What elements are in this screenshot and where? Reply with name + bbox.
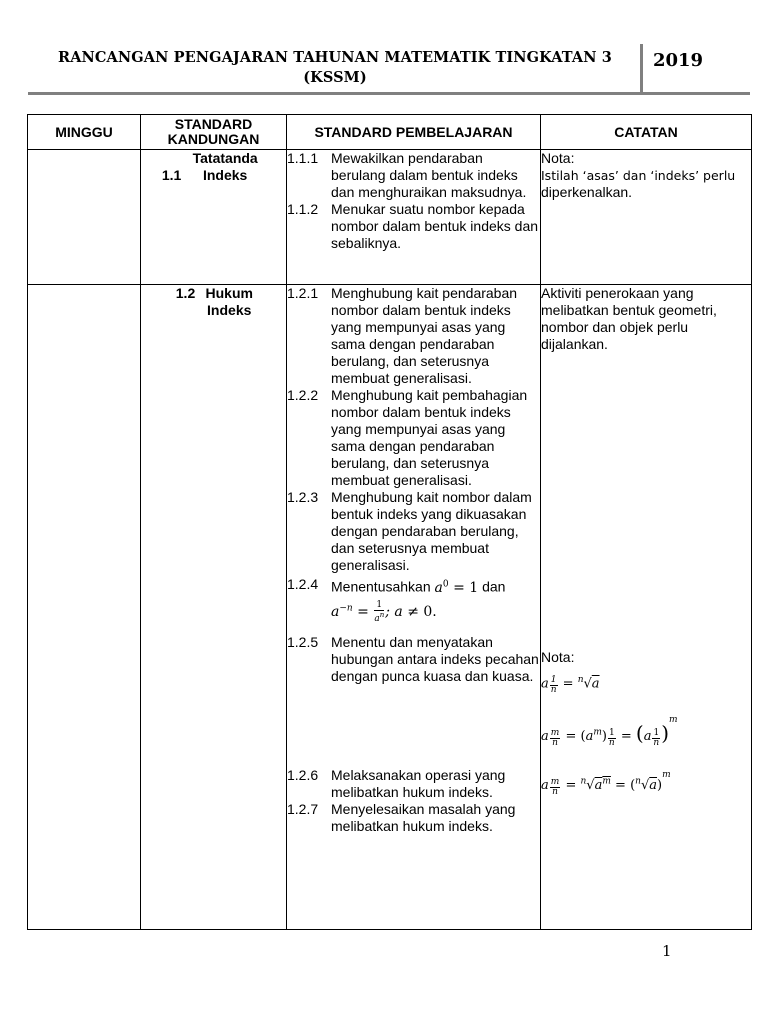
math-a-zero: $a^0 = 1$	[434, 579, 479, 596]
kandungan-title: Tatatanda Indeks	[192, 150, 258, 183]
header-divider-horizontal	[28, 92, 750, 95]
kandungan-cell	[141, 285, 287, 930]
list-item: 1.1.2 Menukar suatu nombor kepada nombor dalam bentuk indeks dan sebaliknya.	[287, 201, 539, 251]
year-label: 2019	[652, 50, 704, 71]
plan-table	[27, 114, 752, 930]
pembelajaran-cell	[287, 150, 541, 285]
formula-root-power: a $\frac{m}{n}$ = $^n√a^m = (^n√a)^m$	[541, 770, 671, 797]
catatan-text: Aktiviti penerokaan yang melibatkan bentuk geometri, nombor dan objek perlu dijalankan.	[541, 285, 717, 352]
nota-text: Istilah ‘asas’ dan ‘indeks’ perlu	[541, 168, 736, 183]
table-header-row	[28, 115, 752, 150]
list-item: 1.2.1 Menghubung kait pendaraban nombor dalam bentuk indeks yang mempunyai asas yang sama dengan pendaraban berulang, dan seterusnya membuat generalisasi.	[287, 285, 518, 386]
kandungan-number: 1.2	[175, 285, 196, 301]
list-item: 1.2.4 Menentusahkan $a^0 = 1$ dan $a^{-n}$ = $\frac{1}{a^n}$ ; a ≠ 0.	[287, 576, 506, 624]
list-item: 1.2.3 Menghubung kait nombor dalam bentuk indeks yang dikuasakan dengan pendaraban berulang, dan seterusnya membuat generalisasi.	[287, 489, 532, 573]
list-item: 1.2.5 Menentu dan menyatakan hubungan antara indeks pecahan dengan punca kuasa dan kuasa.	[287, 634, 539, 685]
catatan-cell	[541, 150, 752, 285]
kandungan-title: Hukum Indeks	[205, 285, 253, 318]
math-a-negative-n: $a^{-n}$ = $\frac{1}{a^n}$ ; a ≠ 0.	[331, 599, 437, 624]
header-divider-vertical	[640, 44, 643, 94]
document-title	[30, 48, 640, 88]
header-standard-pembelajaran: STANDARD PEMBELAJARAN	[287, 115, 541, 150]
pembelajaran-cell	[287, 285, 541, 930]
nota-label: Nota:	[541, 649, 575, 665]
kandungan-number: 1.1	[161, 167, 182, 183]
list-item: 1.2.7 Menyelesaikan masalah yang melibatkan hukum indeks.	[287, 801, 516, 835]
header-catatan: CATATAN	[541, 115, 752, 150]
minggu-cell	[28, 285, 141, 930]
header-minggu: MINGGU	[28, 115, 141, 150]
title-line-2: (KSSM)	[303, 69, 367, 86]
catatan-cell	[541, 285, 752, 930]
list-item: 1.2.2 Menghubung kait pembahagian nombor dalam bentuk indeks yang mempunyai asas yang sama dengan pendaraban berulang, dan seterusnya membuat generalisasi.	[287, 387, 528, 488]
formula-root: a $\frac{1}{n}$ = $^n$√a	[541, 675, 600, 695]
title-line-1: RANCANGAN PENGAJARAN TAHUNAN MATEMATIK TINGKATAN 3	[58, 49, 612, 66]
list-item: 1.1.1 Mewakilkan pendaraban berulang dalam bentuk indeks dan menghuraikan maksudnya.	[287, 150, 527, 200]
nota-text-rest: diperkenalkan.	[541, 184, 633, 200]
list-item: 1.2.6 Melaksanakan operasi yang melibatkan hukum indeks.	[287, 767, 506, 801]
header-standard-kandungan: STANDARD KANDUNGAN	[141, 115, 287, 150]
nota-label: Nota:	[541, 150, 575, 166]
table-row	[28, 285, 752, 930]
table-row	[28, 150, 752, 285]
minggu-cell	[28, 150, 141, 285]
page-number: 1	[662, 942, 672, 960]
formula-power-root: a $\frac{m}{n}$ = $(a^m)$ $\frac{1}{n}$ = (a $\frac{1}{n}$ )$^m$	[541, 715, 678, 748]
kandungan-cell	[141, 150, 287, 285]
